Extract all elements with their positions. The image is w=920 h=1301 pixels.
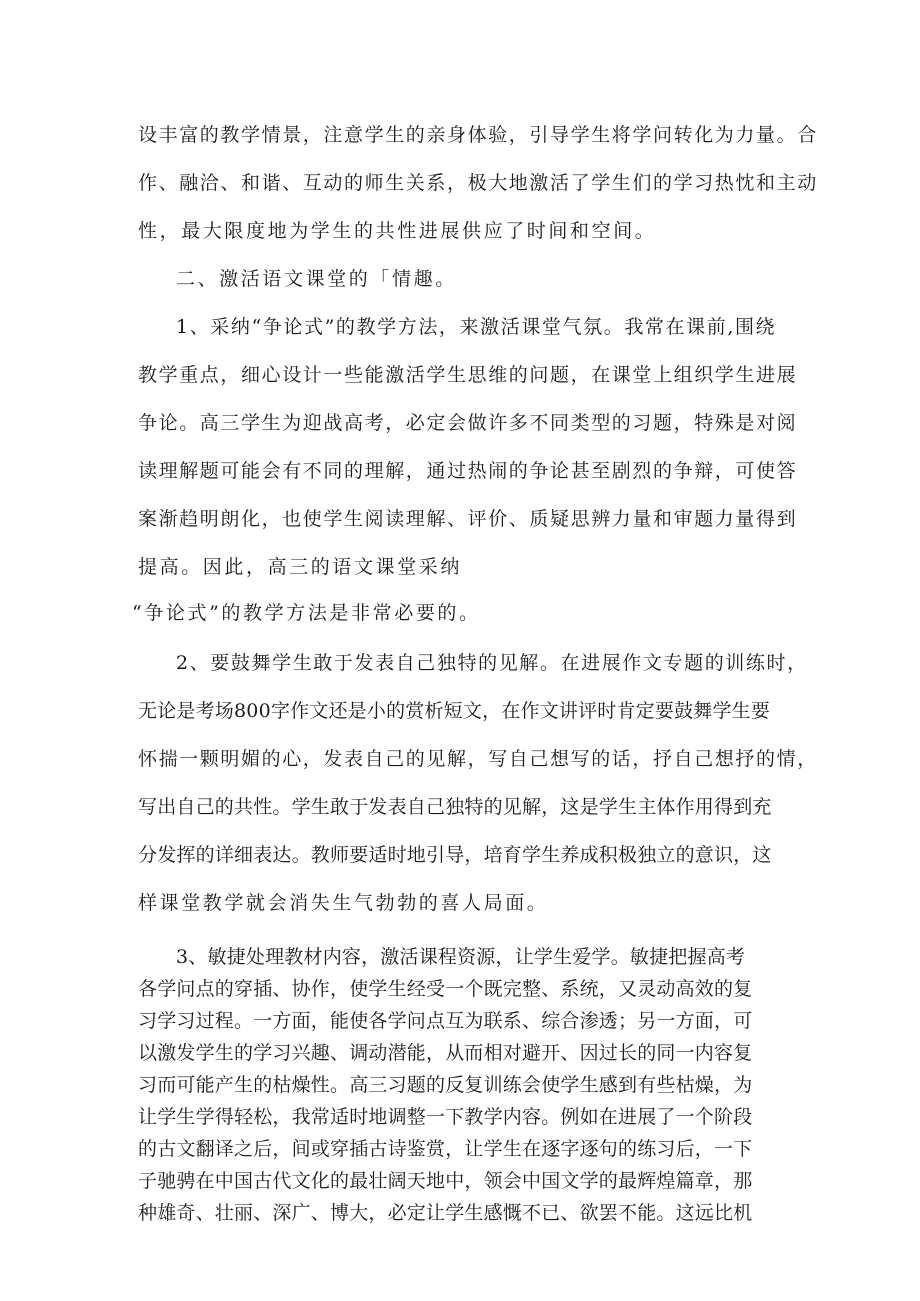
text-line: 以激发学生的学习兴趣、调动潜能，从而相对避开、因过长的同一内容复 — [138, 1042, 753, 1064]
text-line: 种雄奇、壮丽、深广、博大，必定让学生感慨不已、欲罢不能。这远比机 — [138, 1202, 753, 1224]
text-line: 1、采纳“争论式”的教学方法，来激活课堂气氛。我常在课前,围绕 — [176, 316, 777, 338]
text-line: 子驰骋在中国古代文化的最壮阔天地中，领会中国文学的最辉煌篇章，那 — [138, 1170, 753, 1192]
text-line: 设丰富的教学情景，注意学生的亲身体验，引导学生将学问转化为力量。合 — [138, 124, 818, 146]
text-line: 3、敏捷处理教材内容，激活课程资源，让学生爱学。敏捷把握高考 — [176, 946, 746, 968]
text-line: 提高。因此，高三的语文课堂采纳 — [138, 556, 463, 578]
section-heading: 二、激活语文课堂的「情趣。 — [176, 268, 457, 290]
text-line: “争论式”的教学方法是非常必要的。 — [132, 602, 481, 624]
text-line: 让学生学得轻松，我常适时地调整一下教学内容。例如在进展了一个阶段 — [138, 1106, 753, 1128]
text-line: 样课堂教学就会消失生气勃勃的喜人局面。 — [138, 892, 549, 914]
text-line: 性，最大限度地为学生的共性进展供应了时间和空间。 — [138, 220, 657, 242]
text-line: 分发挥的详细表达。教师要适时地引导，培育学生养成积极独立的意识，这 — [138, 844, 772, 866]
text-line: 怀揣一颗明媚的心，发表自己的见解，写自己想写的话，抒自己想抒的情， — [138, 748, 818, 770]
text-line: 的古文翻译之后，间或穿插古诗鉴赏，让学生在逐字逐句的练习后，一下 — [138, 1138, 753, 1160]
text-line: 习而可能产生的枯燥性。高三习题的反复训练会使学生感到有些枯燥，为 — [138, 1074, 753, 1096]
text-line: 各学问点的穿插、协作，使学生经受一个既完整、系统，又灵动高效的复 — [138, 978, 753, 1000]
text-line: 习学习过程。一方面，能使各学问点互为联系、综合渗透；另一方面，可 — [138, 1010, 753, 1032]
text-line: 案渐趋明朗化，也使学生阅读理解、评价、质疑思辨力量和审题力量得到 — [138, 508, 798, 530]
text-line: 作、融洽、和谐、互动的师生关系，极大地激活了学生们的学习热忱和主动 — [138, 172, 818, 194]
text-line: 读理解题可能会有不同的理解，通过热闹的争论甚至剧烈的争辩，可使答 — [138, 460, 798, 482]
text-line: 2、要鼓舞学生敢于发表自己独特的见解。在进展作文专题的训练时， — [176, 652, 808, 674]
text-line: 写出自己的共性。学生敢于发表自己独特的见解，这是学生主体作用得到充 — [138, 796, 772, 818]
text-line: 争论。高三学生为迎战高考，必定会做许多不同类型的习题，特殊是对阅 — [138, 412, 798, 434]
text-line: 无论是考场800字作文还是小的赏析短文，在作文讲评时肯定要鼓舞学生要 — [138, 700, 771, 722]
text-line: 教学重点，细心设计一些能激活学生思维的问题，在课堂上组织学生进展 — [138, 364, 798, 386]
